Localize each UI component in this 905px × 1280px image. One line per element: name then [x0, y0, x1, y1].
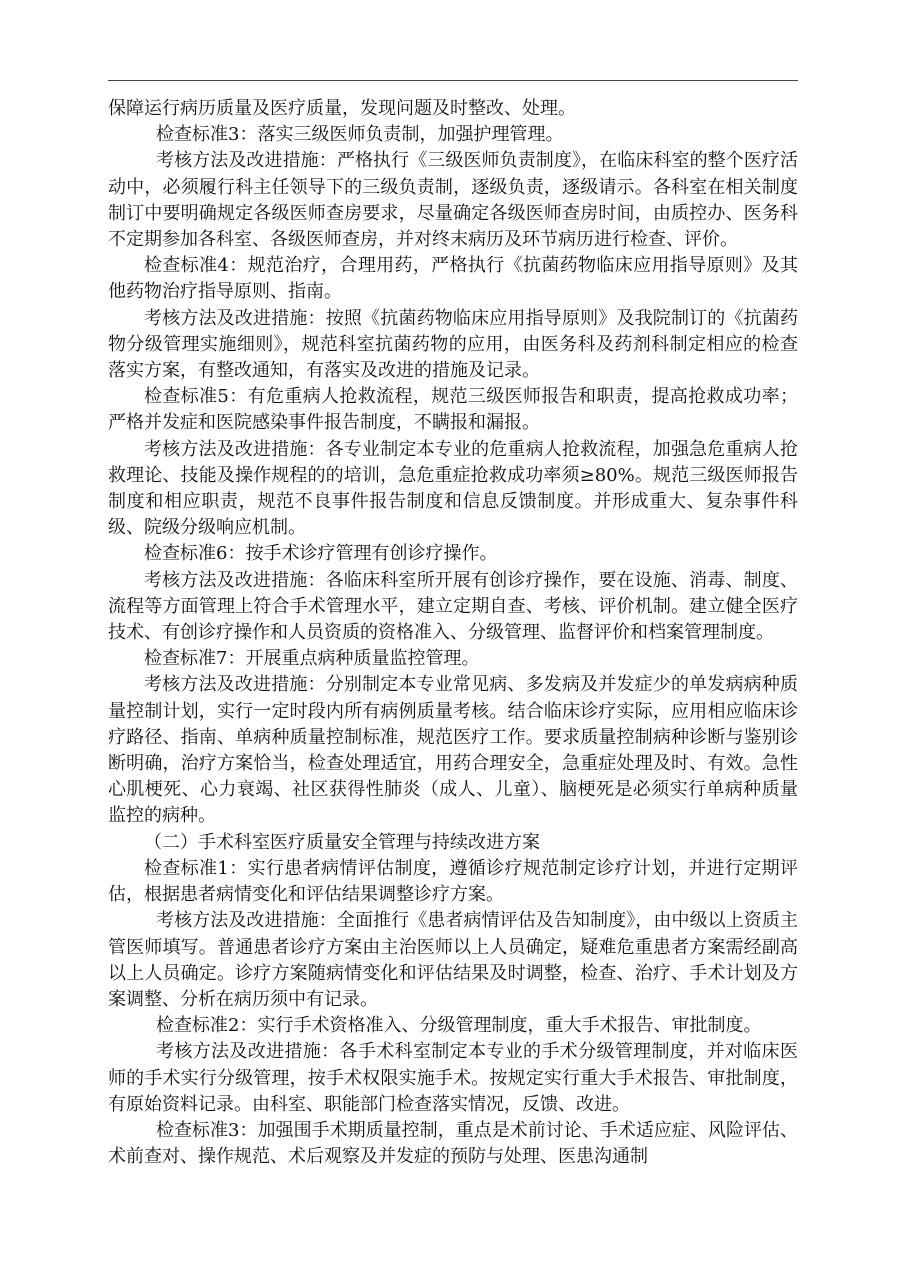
- paragraph: 考核方法及改进措施：按照《抗菌药物临床应用指导原则》及我院制订的《抗菌药物分级管理实施细则》，规范科室抗菌药物的应用，由医务科及药剂科制定相应的检查落实方案，有整改通知，有落实及改进的措施及记录。: [108, 307, 798, 382]
- paragraph: 检查标准7：开展重点病种质量监控管理。: [144, 648, 480, 670]
- paragraph: 检查标准2：实行手术资格准入、分级管理制度，重大手术报告、审批制度。: [156, 1015, 762, 1037]
- paragraph: 检查标准6：按手术诊疗管理有创诊疗操作。: [144, 543, 498, 565]
- paragraph: 检查标准4：规范治疗，合理用药，严格执行《抗菌药物临床应用指导原则》及其他药物治疗指导原则、指南。: [108, 255, 798, 303]
- paragraph: 考核方法及改进措施：各专业制定本专业的危重病人抢救流程，加强急危重病人抢救理论、技能及操作规程的的培训，急危重症抢救成功率须≥80%。规范三级医师报告制度和相应职责，规范不良事件报告制度和信息反馈制度。并形成重大、复杂事件科级、院级分级响应机制。: [108, 438, 798, 539]
- paragraph: 检查标准3：落实三级医师负责制，加强护理管理。: [156, 124, 564, 146]
- paragraph: 考核方法及改进措施：分别制定本专业常见病、多发病及并发症少的单发病病种质量控制计划，实行一定时段内所有病例质量考核。结合临床诊疗实际，应用相应临床诊疗路径、指南、单病种质量控制标准，规范医疗工作。要求质量控制病种诊断与鉴别诊断明确，治疗方案恰当，检查处理适宜，用药合理安全，急重症处理及时、有效。急性心肌梗死、心力衰竭、社区获得性肺炎（成人、儿童）、脑梗死是必须实行单病种质量监控的病种。: [108, 674, 798, 827]
- paragraph: 检查标准3：加强围手术期质量控制，重点是术前讨论、手术适应症、风险评估、术前查对、操作规范、术后观察及并发症的预防与处理、医患沟通制: [108, 1119, 798, 1168]
- paragraph: 考核方法及改进措施：全面推行《患者病情评估及告知制度》，由中级以上资质主管医师填写。普通患者诊疗方案由主治医师以上人员确定，疑难危重患者方案需经副高以上人员确定。诊疗方案随病情变化和评估结果及时调整，检查、治疗、手术计划及方案调整、分析在病历须中有记录。: [108, 910, 798, 1010]
- header-rule: [108, 80, 798, 81]
- paragraph: 考核方法及改进措施：严格执行《三级医师负责制度》，在临床科室的整个医疗活动中，必须履行科主任领导下的三级负责制，逐级负责，逐级请示。各科室在相关制度制订中要明确规定各级医师查房要求，尽量确定各级医师查房时间，由质控办、医务科不定期参加各科室、各级医师查房，并对终末病历及环节病历进行检查、评价。: [108, 150, 798, 251]
- section-heading: （二）手术科室医疗质量安全管理与持续改进方案: [144, 831, 540, 853]
- paragraph: 检查标准1：实行患者病情评估制度，遵循诊疗规范制定诊疗计划，并进行定期评估，根据患者病情变化和评估结果调整诊疗方案。: [108, 857, 798, 906]
- paragraph: 保障运行病历质量及医疗质量，发现问题及时整改、处理。: [108, 98, 576, 119]
- body-text: [108, 96, 798, 1170]
- paragraph: 考核方法及改进措施：各手术科室制定本专业的手术分级管理制度，并对临床医师的手术实行分级管理，按手术权限实施手术。按规定实行重大手术报告、审批制度，有原始资料记录。由科室、职能部门检查落实情况，反馈、改进。: [108, 1041, 798, 1115]
- paragraph: 检查标准5：有危重病人抢救流程，规范三级医师报告和职责，提高抢救成功率；严格并发症和医院感染事件报告制度，不瞒报和漏报。: [108, 386, 798, 434]
- paragraph: 考核方法及改进措施：各临床科室所开展有创诊疗操作，要在设施、消毒、制度、流程等方面管理上符合手术管理水平，建立定期自查、考核、评价机制。建立健全医疗技术、有创诊疗操作和人员资质的资格准入、分级管理、监督评价和档案管理制度。: [108, 569, 798, 644]
